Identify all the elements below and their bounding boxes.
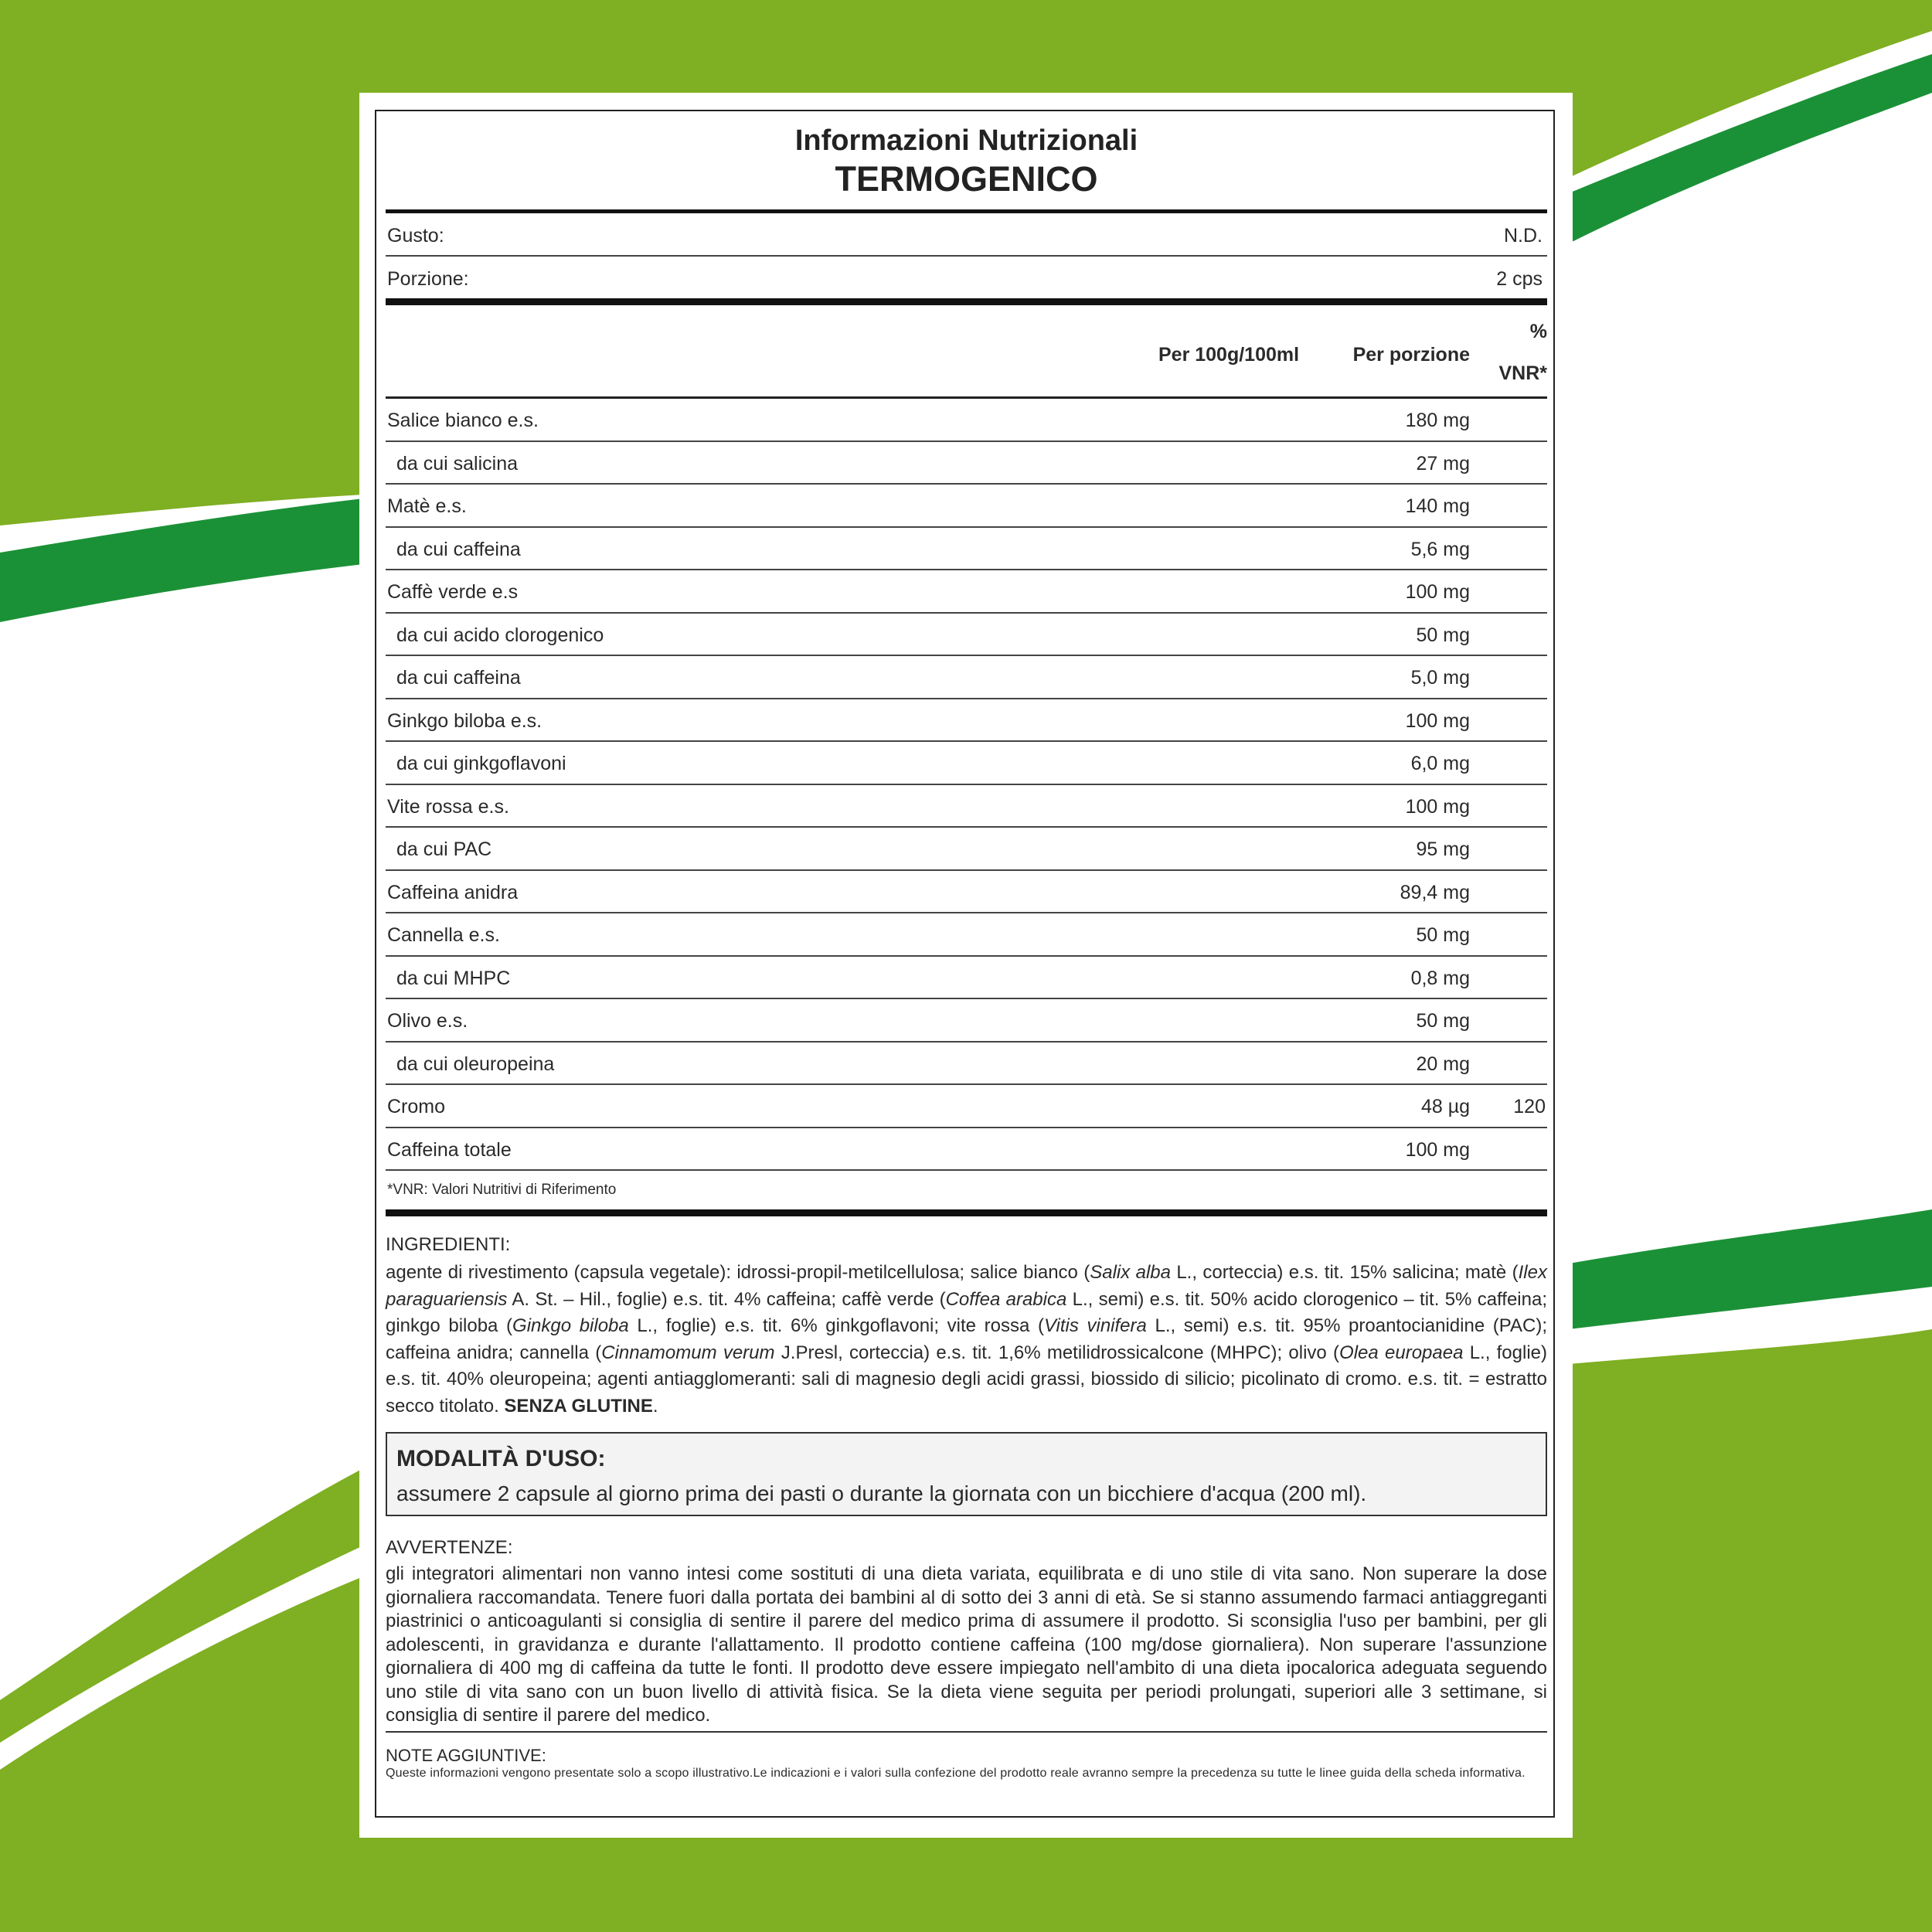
nutrient-name: Ginkgo biloba e.s. <box>387 709 543 732</box>
notes-title: NOTE AGGIUNTIVE: <box>386 1745 546 1765</box>
label-content <box>386 111 1547 1782</box>
gusto-value: N.D. <box>1504 225 1543 247</box>
nutrient-name: da cui MHPC <box>396 967 511 989</box>
ingredients-fragment: L., corteccia) e.s. tit. 15% salicina; matè ( <box>1170 1262 1519 1283</box>
botanical-name: Vitis vinifera <box>1043 1315 1147 1336</box>
botanical-name: Olea europaea <box>1339 1342 1464 1363</box>
ingredients-fragment: A. St. – Hil., foglie) e.s. tit. 4% caffeina; caffè verde ( <box>507 1288 946 1310</box>
gusto-row <box>386 213 1547 257</box>
table-header <box>386 305 1547 399</box>
column-per-porzione: Per porzione <box>1352 344 1470 366</box>
nutrient-per-porzione: 5,0 mg <box>1410 667 1470 689</box>
table-row <box>386 828 1547 871</box>
botanical-name: Cinnamomum verum <box>601 1342 775 1363</box>
botanical-name: Salix alba <box>1090 1262 1171 1283</box>
column-pct: % <box>1529 321 1547 342</box>
nutrient-per-porzione: 50 mg <box>1416 624 1470 646</box>
warnings-title: AVVERTENZE: <box>386 1537 513 1558</box>
table-row <box>386 785 1547 828</box>
usage-box <box>386 1432 1547 1516</box>
table-row <box>386 442 1547 485</box>
nutrient-name: da cui caffeina <box>396 667 521 689</box>
label-sheet <box>359 93 1573 1838</box>
nutrient-name: Matè e.s. <box>387 495 467 517</box>
table-row <box>386 570 1547 614</box>
nutrient-vnr: 120 <box>1513 1096 1546 1117</box>
column-vnr: VNR* <box>1498 362 1547 384</box>
nutrient-per-porzione: 0,8 mg <box>1410 967 1470 989</box>
table-row <box>386 656 1547 699</box>
nutrient-per-porzione: 5,6 mg <box>1410 538 1470 560</box>
table-row <box>386 1043 1547 1086</box>
white-band-right <box>1569 31 1932 1364</box>
warnings-text: gli integratori alimentari non vanno intesi come sostituti di una dieta variata, equilibrata e di uno stile di vita sano. Non superare la dose giornaliera raccomandata. Tenere fuori dalla portata dei bambini al di sotto dei 3 anni di età. Se si stanno assumendo farmaci antiaggreganti piastrinici o anticoagulanti si consiglia di sentire il parere del medico prima di assumere il prodotto. Si sconsiglia l'uso per bambini, per gli adolescenti, in gravidanza e durante l'allattamento. Il prodotto contiene caffeina (100 mg/dose giornaliera). Non superare l'assunzione giornaliera di 400 mg di caffeina da tutte le fonti. Il prodotto deve essere impiegato nell'ambito di una dieta ipocalorica adeguata seguendo uno stile di vita sano con un buon livello di attività fisica. Se la dieta viene seguita per periodi prolungati, superiori alle 3 settimane, si consiglia di sentire il parere del medico. <box>386 1563 1547 1733</box>
notes-text: Queste informazioni vengono presentate solo a scopo illustrativo.Le indicazioni e i valori sulla confezione del prodotto reale avranno sempre la precedenza su tutte le linee guida della scheda informativa. <box>386 1766 1526 1780</box>
table-row <box>386 399 1547 442</box>
nutrient-name: Caffeina anidra <box>387 881 519 903</box>
usage-title: MODALITÀ D'USO: <box>396 1446 606 1471</box>
nutrient-name: da cui salicina <box>396 452 519 474</box>
table-row <box>386 957 1547 1000</box>
nutrient-name: da cui ginkgoflavoni <box>396 753 566 774</box>
nutrition-rows <box>386 399 1547 1171</box>
divider-thick <box>386 1209 1547 1216</box>
nutrient-name: Cannella e.s. <box>387 924 500 946</box>
ingredients-title: INGREDIENTI: <box>386 1234 511 1255</box>
nutrient-per-porzione: 6,0 mg <box>1410 753 1470 774</box>
column-per100: Per 100g/100ml <box>1158 344 1300 366</box>
nutrient-per-porzione: 100 mg <box>1405 709 1470 732</box>
nutrient-per-porzione: 140 mg <box>1405 495 1470 517</box>
nutrient-per-porzione: 100 mg <box>1405 1138 1470 1161</box>
nutrient-name: da cui oleuropeina <box>396 1053 555 1075</box>
nutrient-name: da cui acido clorogenico <box>396 624 604 646</box>
ingredients-fragment: J.Presl, corteccia) e.s. tit. 1,6% metilidrossicalcone (MHPC); olivo ( <box>774 1342 1340 1363</box>
ingredients-fragment: agente di rivestimento (capsula vegetale): idrossi-propil-metilcellulosa; salice bianco ( <box>386 1262 1090 1283</box>
vnr-note: *VNR: Valori Nutritivi di Riferimento <box>387 1182 617 1198</box>
ingredients-fragment: . <box>652 1395 658 1417</box>
ingredients-fragment: L., foglie) e.s. tit. 6% ginkgoflavoni; vite rossa ( <box>628 1315 1044 1336</box>
botanical-name: Coffea arabica <box>945 1288 1067 1310</box>
table-row <box>386 913 1547 957</box>
nutrient-name: Vite rossa e.s. <box>387 795 509 818</box>
ingredients-text <box>386 1260 1547 1420</box>
nutrient-name: Olivo e.s. <box>387 1010 468 1032</box>
porzione-label: Porzione: <box>387 268 469 290</box>
usage-text: assumere 2 capsule al giorno prima dei pasti o durante la giornata con un bicchiere d'acqua (200 ml). <box>396 1481 1367 1505</box>
botanical-name: Ginkgo biloba <box>512 1315 629 1336</box>
table-row <box>386 614 1547 657</box>
table-row <box>386 871 1547 914</box>
nutrient-per-porzione: 100 mg <box>1405 581 1470 603</box>
divider-thick <box>386 298 1547 305</box>
table-row <box>386 485 1547 528</box>
botanical-name: Ilex paraguariensis <box>386 1262 1547 1310</box>
nutrient-per-porzione: 20 mg <box>1416 1053 1470 1075</box>
product-name: TERMOGENICO <box>835 159 1098 199</box>
gusto-label: Gusto: <box>387 225 444 247</box>
nutrient-name: Cromo <box>387 1096 446 1117</box>
nutrient-per-porzione: 100 mg <box>1405 795 1470 818</box>
porzione-row <box>386 257 1547 298</box>
gluten-free-note: SENZA GLUTINE <box>504 1395 653 1417</box>
table-row <box>386 528 1547 571</box>
porzione-value: 2 cps <box>1496 268 1543 290</box>
label-title: Informazioni Nutrizionali <box>794 124 1138 157</box>
nutrient-name: da cui PAC <box>396 838 492 860</box>
ingredients-fragment: L., semi) e.s. tit. 50% acido clorogenico – tit. 5% caffeina; ginkgo biloba ( <box>386 1288 1548 1336</box>
nutrient-name: Caffè verde e.s <box>387 581 519 603</box>
table-row <box>386 699 1547 743</box>
nutrient-per-porzione: 89,4 mg <box>1400 881 1470 903</box>
table-row <box>386 1128 1547 1172</box>
label-frame <box>375 110 1555 1818</box>
ingredients-fragment: L., foglie) e.s. tit. 40% oleuropeina; agenti antiagglomeranti: sali di magnesio degli acidi grassi, biossido di silicio; picolinato di cromo. e.s. tit. = estratto secco titolato. <box>386 1342 1548 1417</box>
nutrient-name: Caffeina totale <box>387 1138 512 1161</box>
table-row <box>386 742 1547 785</box>
table-row <box>386 1085 1547 1128</box>
ingredients-fragment: L., semi) e.s. tit. 95% proantocianidine (PAC); caffeina anidra; cannella ( <box>386 1315 1548 1363</box>
nutrient-per-porzione: 50 mg <box>1416 1010 1470 1032</box>
nutrient-name: da cui caffeina <box>396 538 521 560</box>
table-row <box>386 999 1547 1043</box>
nutrient-per-porzione: 50 mg <box>1416 924 1470 946</box>
nutrient-per-porzione: 27 mg <box>1416 452 1470 474</box>
nutrient-per-porzione: 48 µg <box>1420 1096 1470 1117</box>
nutrient-per-porzione: 95 mg <box>1416 838 1470 860</box>
nutrient-per-porzione: 180 mg <box>1405 410 1470 431</box>
nutrient-name: Salice bianco e.s. <box>387 410 539 431</box>
